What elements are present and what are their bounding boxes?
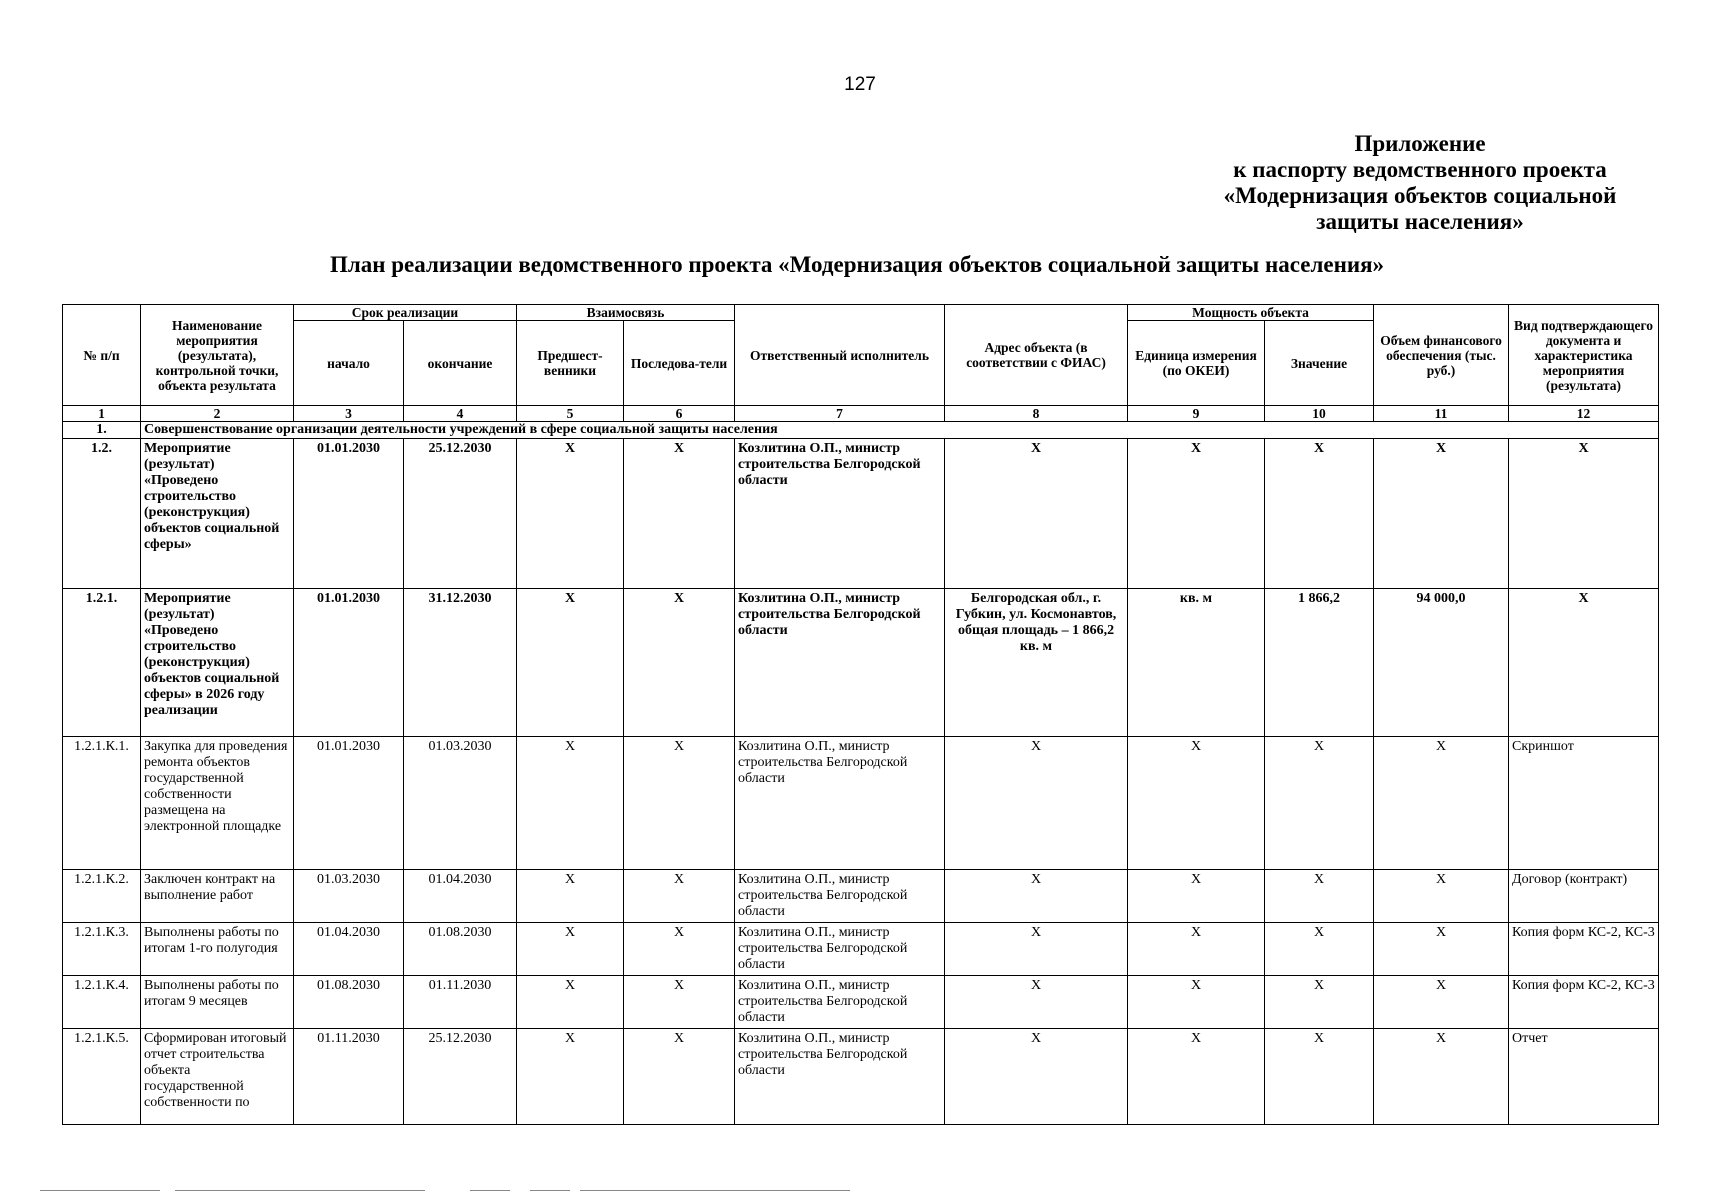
row-responsible: Козлитина О.П., министр строительства Белгородской области (735, 589, 945, 737)
row-financing: Х (1374, 1029, 1509, 1125)
row-document: Отчет (1509, 1029, 1659, 1125)
row-start: 01.04.2030 (294, 923, 404, 976)
row-responsible: Козлитина О.П., министр строительства Белгородской области (735, 870, 945, 923)
section-num: 1. (63, 422, 141, 439)
header-financing: Объем финансового обеспечения (тыс. руб.) (1374, 305, 1509, 406)
row-address: Белгородская обл., г. Губкин, ул. Космонавтов, общая площадь – 1 866,2 кв. м (945, 589, 1128, 737)
row-num: 1.2.1.К.3. (63, 923, 141, 976)
row-value: Х (1265, 439, 1374, 589)
row-predecessors: Х (517, 439, 624, 589)
document-title: План реализации ведомственного проекта «Модернизация объектов социальной защиты населения» (329, 252, 1385, 277)
table-row (63, 737, 1659, 870)
row-name: Закупка для проведения ремонта объектов государственной собственности размещена на электронной площадке (141, 737, 294, 870)
row-document: Х (1509, 439, 1659, 589)
row-successors: Х (624, 870, 735, 923)
row-num: 1.2. (63, 439, 141, 589)
row-value: Х (1265, 870, 1374, 923)
row-end: 01.11.2030 (404, 976, 517, 1029)
table-row (63, 923, 1659, 976)
header-document: Вид подтверждающего документа и характеристика мероприятия (результата) (1509, 305, 1659, 406)
column-number: 10 (1265, 406, 1374, 422)
appendix-line: Приложение (1354, 131, 1486, 156)
row-financing: Х (1374, 439, 1509, 589)
row-predecessors: Х (517, 589, 624, 737)
row-start: 01.01.2030 (294, 737, 404, 870)
table-row (63, 439, 1659, 589)
row-name: Выполнены работы по итогам 1-го полугодия (141, 923, 294, 976)
row-start: 01.01.2030 (294, 589, 404, 737)
column-number: 3 (294, 406, 404, 422)
row-end: 25.12.2030 (404, 439, 517, 589)
section-row (63, 422, 1659, 439)
row-num: 1.2.1. (63, 589, 141, 737)
row-unit: Х (1128, 976, 1265, 1029)
row-start: 01.01.2030 (294, 439, 404, 589)
row-successors: Х (624, 976, 735, 1029)
footer-rule (470, 1190, 510, 1191)
row-value: Х (1265, 1029, 1374, 1125)
row-value: 1 866,2 (1265, 589, 1374, 737)
row-name: Заключен контракт на выполнение работ (141, 870, 294, 923)
row-num: 1.2.1.К.2. (63, 870, 141, 923)
row-financing: 94 000,0 (1374, 589, 1509, 737)
table-row (63, 870, 1659, 923)
row-responsible: Козлитина О.П., министр строительства Белгородской области (735, 923, 945, 976)
row-successors: Х (624, 737, 735, 870)
column-number: 1 (63, 406, 141, 422)
row-financing: Х (1374, 737, 1509, 870)
row-document: Договор (контракт) (1509, 870, 1659, 923)
table-header (63, 305, 1659, 422)
row-address: Х (945, 737, 1128, 870)
table-row (63, 589, 1659, 737)
appendix-header (1150, 131, 1690, 235)
row-end: 01.03.2030 (404, 737, 517, 870)
row-start: 01.08.2030 (294, 976, 404, 1029)
row-responsible: Козлитина О.П., министр строительства Белгородской области (735, 737, 945, 870)
header-start: начало (294, 321, 404, 406)
footer-rule (530, 1190, 570, 1191)
column-number: 7 (735, 406, 945, 422)
row-unit: Х (1128, 439, 1265, 589)
header-unit: Единица измерения (по ОКЕИ) (1128, 321, 1265, 406)
row-responsible: Козлитина О.П., министр строительства Белгородской области (735, 1029, 945, 1125)
row-address: Х (945, 1029, 1128, 1125)
column-number: 12 (1509, 406, 1659, 422)
appendix-line: «Модернизация объектов социальной (1223, 183, 1617, 208)
row-unit: Х (1128, 737, 1265, 870)
row-successors: Х (624, 923, 735, 976)
column-number: 11 (1374, 406, 1509, 422)
row-end: 01.04.2030 (404, 870, 517, 923)
column-number: 8 (945, 406, 1128, 422)
row-successors: Х (624, 1029, 735, 1125)
row-name: Выполнены работы по итогам 9 месяцев (141, 976, 294, 1029)
section-title: Совершенствование организации деятельности учреждений в сфере социальной защиты населения (141, 422, 1659, 439)
row-predecessors: Х (517, 870, 624, 923)
row-value: Х (1265, 976, 1374, 1029)
table-row (63, 976, 1659, 1029)
header-link: Взаимосвязь (517, 305, 735, 321)
row-unit: Х (1128, 923, 1265, 976)
row-name: Сформирован итоговый отчет строительства объекта государственной собственности по (141, 1029, 294, 1125)
row-document: Х (1509, 589, 1659, 737)
footer-rule (40, 1190, 160, 1191)
row-start: 01.03.2030 (294, 870, 404, 923)
column-number: 9 (1128, 406, 1265, 422)
plan-table (62, 304, 1659, 1125)
row-end: 31.12.2030 (404, 589, 517, 737)
row-financing: Х (1374, 976, 1509, 1029)
row-address: Х (945, 923, 1128, 976)
row-address: Х (945, 976, 1128, 1029)
row-financing: Х (1374, 870, 1509, 923)
row-num: 1.2.1.К.1. (63, 737, 141, 870)
row-successors: Х (624, 439, 735, 589)
row-num: 1.2.1.К.5. (63, 1029, 141, 1125)
row-document: Копия форм КС-2, КС-3 (1509, 923, 1659, 976)
header-address: Адрес объекта (в соответствии с ФИАС) (945, 305, 1128, 406)
header-term: Срок реализации (294, 305, 517, 321)
row-unit: Х (1128, 1029, 1265, 1125)
row-name: Мероприятие (результат) «Проведено строительство (реконструкция) объектов социальной сферы» в 2026 году реализации (141, 589, 294, 737)
appendix-line: защиты населения» (1316, 209, 1524, 234)
row-num: 1.2.1.К.4. (63, 976, 141, 1029)
row-document: Скриншот (1509, 737, 1659, 870)
header-power: Мощность объекта (1128, 305, 1374, 321)
appendix-line: к паспорту ведомственного проекта (1233, 157, 1607, 182)
row-name: Мероприятие (результат) «Проведено строительство (реконструкция) объектов социальной сферы» (141, 439, 294, 589)
row-predecessors: Х (517, 976, 624, 1029)
row-value: Х (1265, 923, 1374, 976)
row-document: Копия форм КС-2, КС-3 (1509, 976, 1659, 1029)
row-successors: Х (624, 589, 735, 737)
header-num: № п/п (63, 305, 141, 406)
header-responsible: Ответственный исполнитель (735, 305, 945, 406)
row-financing: Х (1374, 923, 1509, 976)
header-predecessors: Предшест-венники (517, 321, 624, 406)
row-address: Х (945, 439, 1128, 589)
footer-rule (175, 1190, 425, 1191)
page-number: 127 (844, 74, 876, 95)
table-row (63, 1029, 1659, 1125)
header-end: окончание (404, 321, 517, 406)
column-number: 2 (141, 406, 294, 422)
column-number: 5 (517, 406, 624, 422)
row-responsible: Козлитина О.П., министр строительства Белгородской области (735, 439, 945, 589)
row-responsible: Козлитина О.П., министр строительства Белгородской области (735, 976, 945, 1029)
header-name: Наименование мероприятия (результата), контрольной точки, объекта результата (141, 305, 294, 406)
row-end: 01.08.2030 (404, 923, 517, 976)
row-predecessors: Х (517, 1029, 624, 1125)
row-predecessors: Х (517, 923, 624, 976)
column-number: 4 (404, 406, 517, 422)
footer-rule (580, 1190, 850, 1191)
row-address: Х (945, 870, 1128, 923)
row-unit: Х (1128, 870, 1265, 923)
row-value: Х (1265, 737, 1374, 870)
row-end: 25.12.2030 (404, 1029, 517, 1125)
column-number: 6 (624, 406, 735, 422)
row-predecessors: Х (517, 737, 624, 870)
header-value: Значение (1265, 321, 1374, 406)
row-start: 01.11.2030 (294, 1029, 404, 1125)
row-unit: кв. м (1128, 589, 1265, 737)
header-successors: Последова-тели (624, 321, 735, 406)
